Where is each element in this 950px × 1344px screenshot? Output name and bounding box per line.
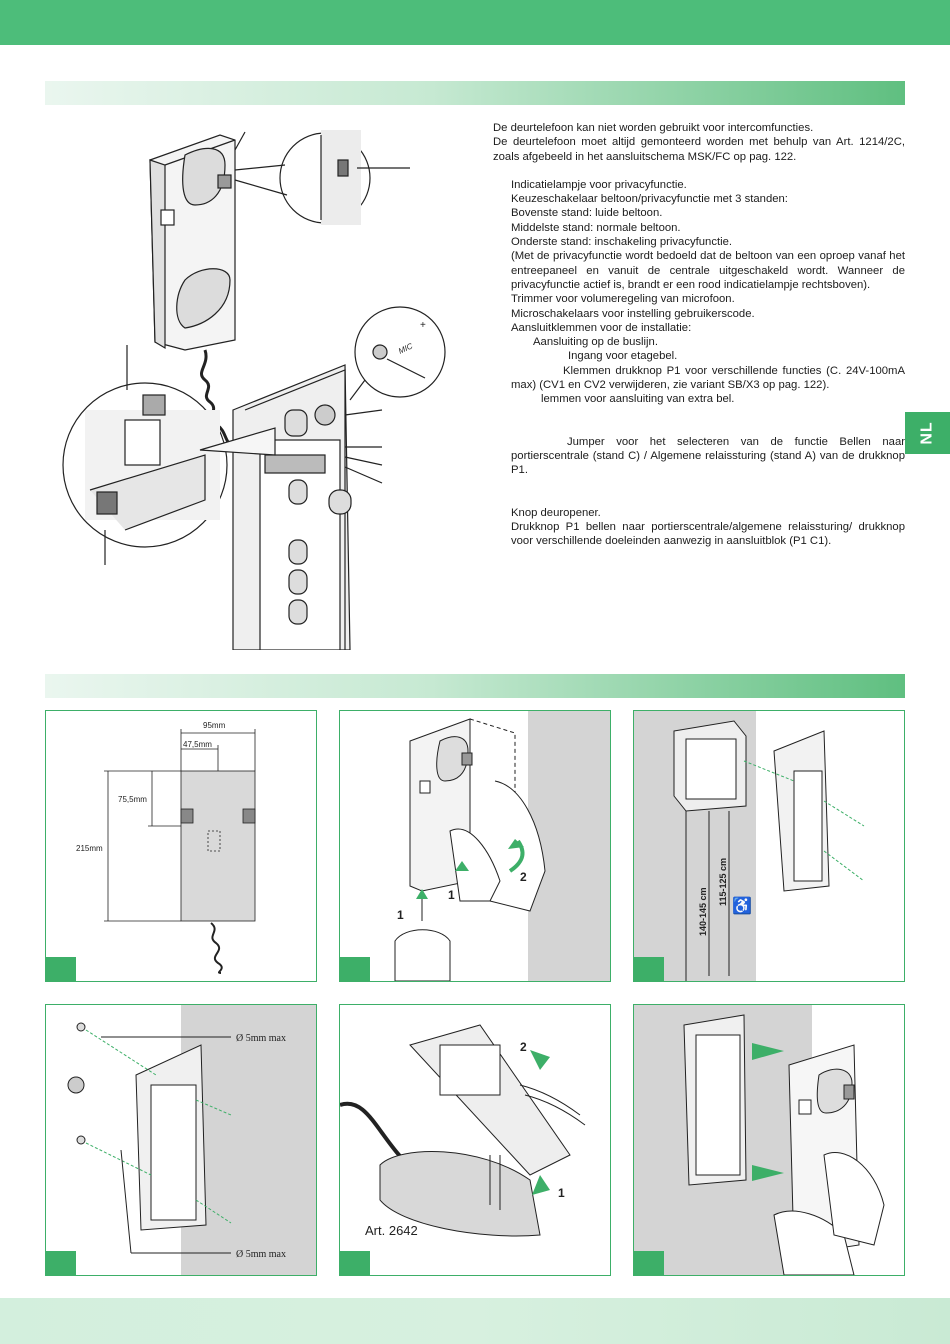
screw-note-top: Ø 5mm max bbox=[236, 1033, 286, 1044]
list-item: Klemmen drukknop P1 voor verschillende functies (C. 24V-100mA max) (CV1 en CV2 verwijderen, zie variant SB/X3 op pag. 122). bbox=[511, 364, 905, 392]
base-plate-illustration bbox=[233, 365, 382, 650]
list-item: Middelste stand: normale beltoon. bbox=[511, 221, 681, 234]
intro-line-1: De deurtelefoon kan niet worden gebruikt voor intercomfuncties. bbox=[493, 122, 814, 134]
list-item: Knop deuropener. bbox=[511, 506, 601, 519]
dim-half-width-label: 47,5mm bbox=[183, 740, 212, 749]
height-standard-label: 140-145 cm bbox=[698, 887, 708, 936]
height-accessible-label: 115-125 cm bbox=[718, 857, 728, 906]
step-1-label: 1 bbox=[448, 888, 455, 902]
trimmer-detail-circle bbox=[350, 307, 445, 400]
list-item: Trimmer voor volumeregeling van microfoon. bbox=[511, 293, 735, 306]
component-list bbox=[493, 178, 905, 549]
list-item: Indicatielampje voor privacyfunctie. bbox=[511, 178, 687, 191]
wall-screws-drawing bbox=[46, 1005, 316, 1275]
list-item: Ingang voor etagebel. bbox=[568, 350, 678, 363]
list-item: Keuzeschakelaar beltoon/privacyfunctie met 3 standen: bbox=[511, 193, 788, 206]
panel-corner-marker bbox=[340, 1251, 370, 1275]
bottom-footer-bar bbox=[0, 1298, 950, 1344]
dimensions-drawing bbox=[46, 711, 316, 981]
list-item: Onderste stand: inschakeling privacyfunctie. bbox=[511, 236, 733, 249]
handset-exploded-figure bbox=[45, 110, 465, 650]
panel-attach-handset bbox=[633, 1004, 905, 1276]
dim-top-offset-label: 75,5mm bbox=[118, 795, 147, 804]
section-bar-description bbox=[45, 81, 905, 105]
step-1-label: 1 bbox=[558, 1186, 565, 1200]
open-handset-drawing bbox=[340, 711, 610, 981]
attach-handset-drawing bbox=[634, 1005, 904, 1275]
list-item: (Met de privacyfunctie wordt bedoeld dat de beltoon van een oproep vanaf het entreepaneel en vanuit de centrale uitgeschakeld wordt. Wanneer de privacyfunctie actief is, brandt er een rood indicatielampje rechtsboven). bbox=[511, 250, 905, 291]
trimmer-mic-label: MIC bbox=[397, 341, 415, 356]
panel-corner-marker bbox=[46, 1251, 76, 1275]
panel-wall-screws bbox=[45, 1004, 317, 1276]
panel-corner-marker bbox=[634, 1251, 664, 1275]
base-art-label: Art. 2642 bbox=[365, 1223, 418, 1238]
dim-width-label: 95mm bbox=[203, 721, 226, 730]
language-tab: NL bbox=[905, 412, 950, 454]
panel-corner-marker bbox=[340, 957, 370, 981]
screw-note-bottom: Ø 5mm max bbox=[236, 1249, 286, 1260]
step-1-label: 1 bbox=[397, 908, 404, 922]
list-item: Bovenste stand: luide beltoon. bbox=[511, 207, 663, 220]
mounting-heights-drawing bbox=[634, 711, 904, 981]
wheelchair-icon: ♿ bbox=[732, 898, 752, 915]
list-item: Microschakelaars voor instelling gebruikerscode. bbox=[511, 307, 755, 320]
list-item: Jumper voor het selecteren van de functie Bellen naar portierscentrale (stand C) / Algemene relaissturing (stand A) van de drukknop P1. bbox=[511, 435, 905, 477]
list-item: Aansluiting op de buslijn. bbox=[533, 336, 658, 349]
list-item: lemmen voor aansluiting van extra bel. bbox=[541, 393, 735, 406]
step-2-label: 2 bbox=[520, 870, 527, 884]
step-2-label: 2 bbox=[520, 1040, 527, 1054]
panel-base-wiring bbox=[339, 1004, 611, 1276]
panel-open-handset bbox=[339, 710, 611, 982]
top-header-bar bbox=[0, 0, 950, 45]
svg-text:+: + bbox=[420, 320, 426, 331]
panel-corner-marker bbox=[46, 957, 76, 981]
panel-dimensions bbox=[45, 710, 317, 982]
base-wiring-drawing bbox=[340, 1005, 610, 1275]
panel-mounting-heights bbox=[633, 710, 905, 982]
description-text bbox=[493, 121, 905, 548]
led-detail-circle bbox=[235, 130, 410, 225]
dim-height-label: 215mm bbox=[76, 844, 103, 853]
list-item: Drukknop P1 bellen naar portierscentrale/algemene relaissturing/ drukknop voor verschillende doeleinden aanwezig in aansluitblok (P1 C1). bbox=[511, 520, 905, 548]
intro-line-2: De deurtelefoon moet altijd gemonteerd worden met behulp van Art. 1214/2C, zoals afgebeeld in het aansluitschema MSK/FC op pag. 122. bbox=[493, 136, 905, 163]
section-bar-installation bbox=[45, 674, 905, 698]
panel-corner-marker bbox=[634, 957, 664, 981]
list-item: Aansluitklemmen voor de installatie: bbox=[511, 321, 692, 334]
